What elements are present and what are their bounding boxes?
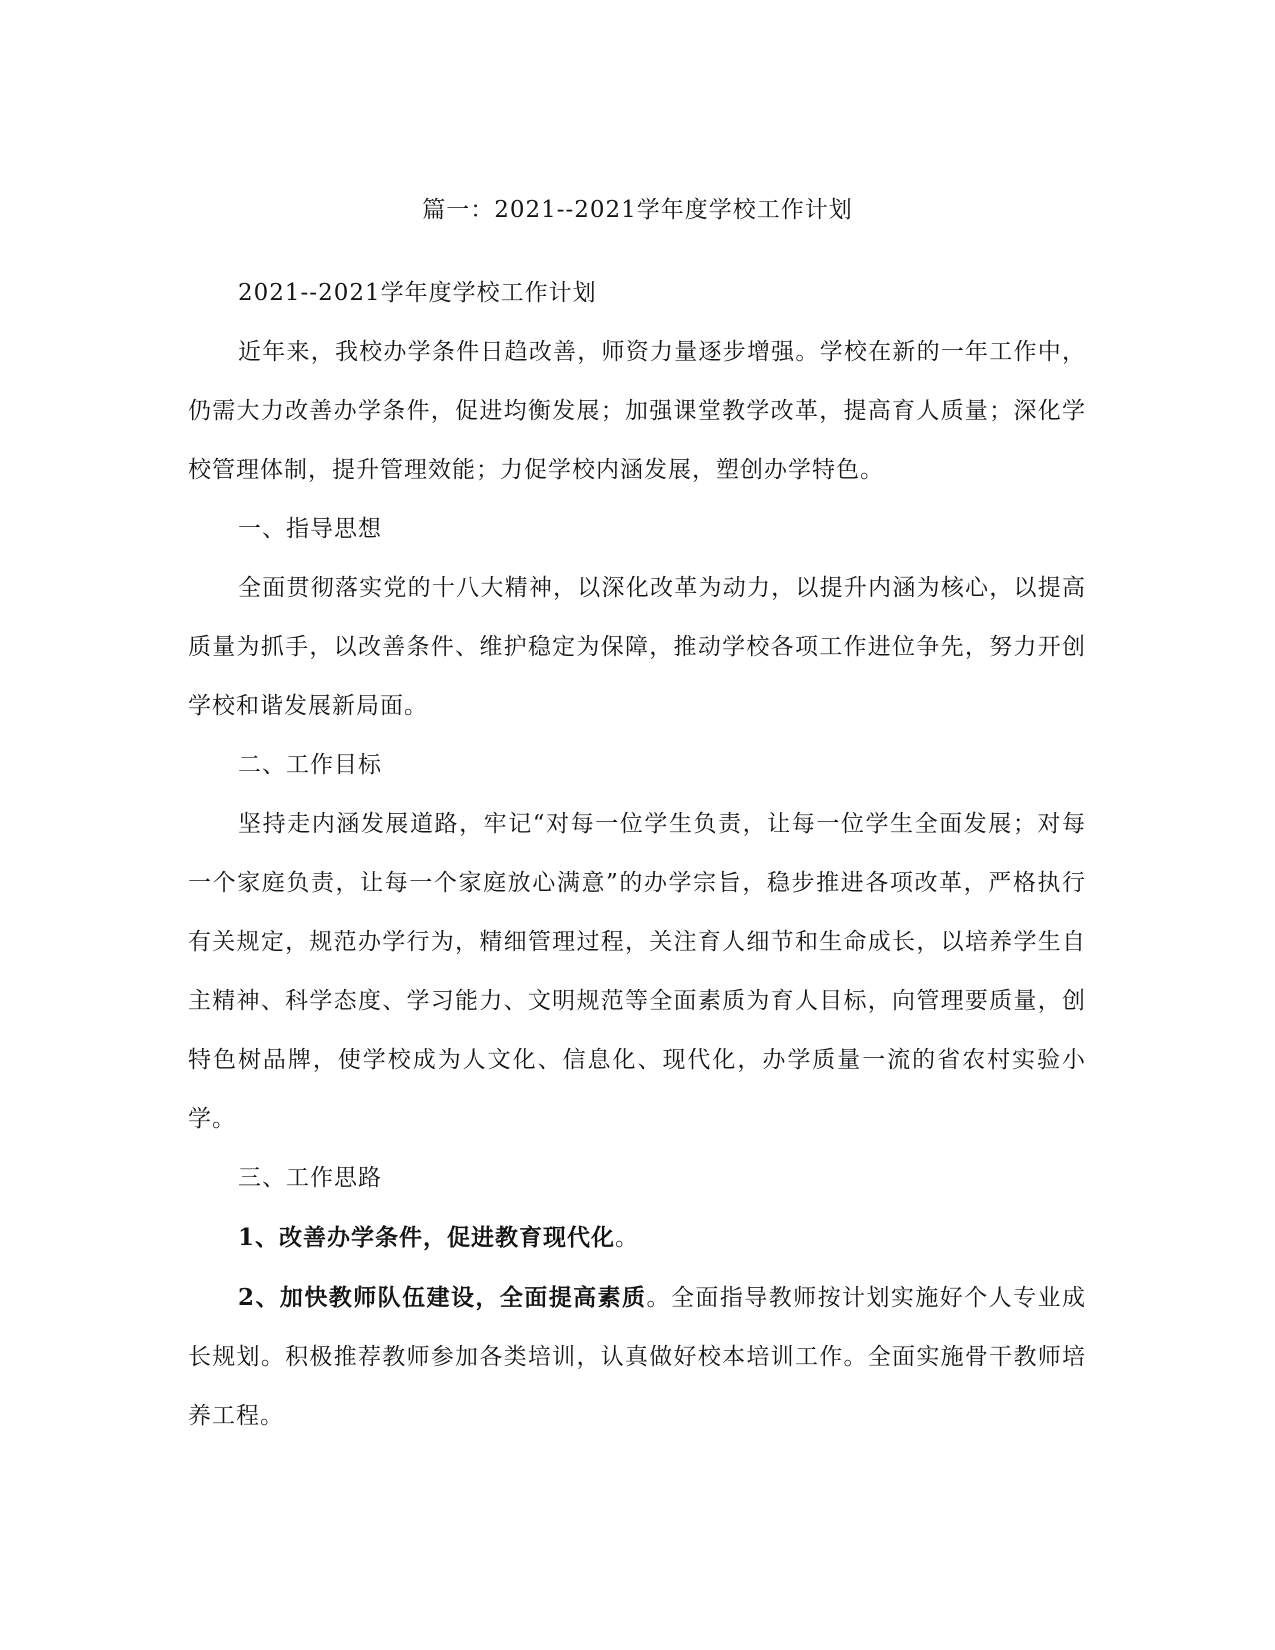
approach-item-2-heading: 2、加快教师队伍建设，全面提高素质 [238, 1284, 647, 1311]
goals-paragraph: 坚持走内涵发展道路，牢记“对每一位学生负责，让每一位学生全面发展；对每一个家庭负责，让每一个家庭放心满意”的办学宗旨，稳步推进各项改革，严格执行有关规定，规范办学行为，精细管理过程，关注育人细节和生命成长，以培养学生自主精神、科学态度、学习能力、文明规范等全面素质为育人目标，向管理要质量，创特色树品牌，使学校成为人文化、信息化、现代化，办学质量一流的省农村实验小学。 [188, 811, 1086, 1132]
approach-item-1-text: 。 [615, 1225, 640, 1251]
section-heading-goals: 二、工作目标 [238, 752, 382, 778]
approach-item-1-heading: 1、改善办学条件，促进教育现代化 [238, 1224, 616, 1251]
approach-item-2-text: 。全面指导教师按计划实施好个人专业成长规划。积极推荐教师参加各类培训，认真做好校本培训工作。全面实施骨干教师培养工程。 [188, 1285, 1086, 1429]
approach-item-1 [188, 1208, 1086, 1268]
section-heading-approach: 三、工作思路 [238, 1165, 382, 1191]
section-heading-guiding: 一、指导思想 [238, 516, 382, 542]
intro-paragraph: 近年来，我校办学条件日趋改善，师资力量逐步增强。学校在新的一年工作中，仍需大力改善办学条件，促进均衡发展；加强课堂教学改革，提高育人质量；深化学校管理体制，提升管理效能；力促学校内涵发展，塑创办学特色。 [188, 339, 1086, 483]
document-body [188, 264, 1086, 1446]
guiding-paragraph: 全面贯彻落实党的十八大精神，以深化改革为动力，以提升内涵为核心，以提高质量为抓手，以改善条件、维护稳定为保障，推动学校各项工作进位争先，努力开创学校和谐发展新局面。 [188, 575, 1086, 719]
approach-item-2 [188, 1268, 1086, 1446]
document-title: 篇一：2021--2021学年度学校工作计划 [422, 197, 853, 223]
subtitle-paragraph: 2021--2021学年度学校工作计划 [238, 280, 597, 306]
